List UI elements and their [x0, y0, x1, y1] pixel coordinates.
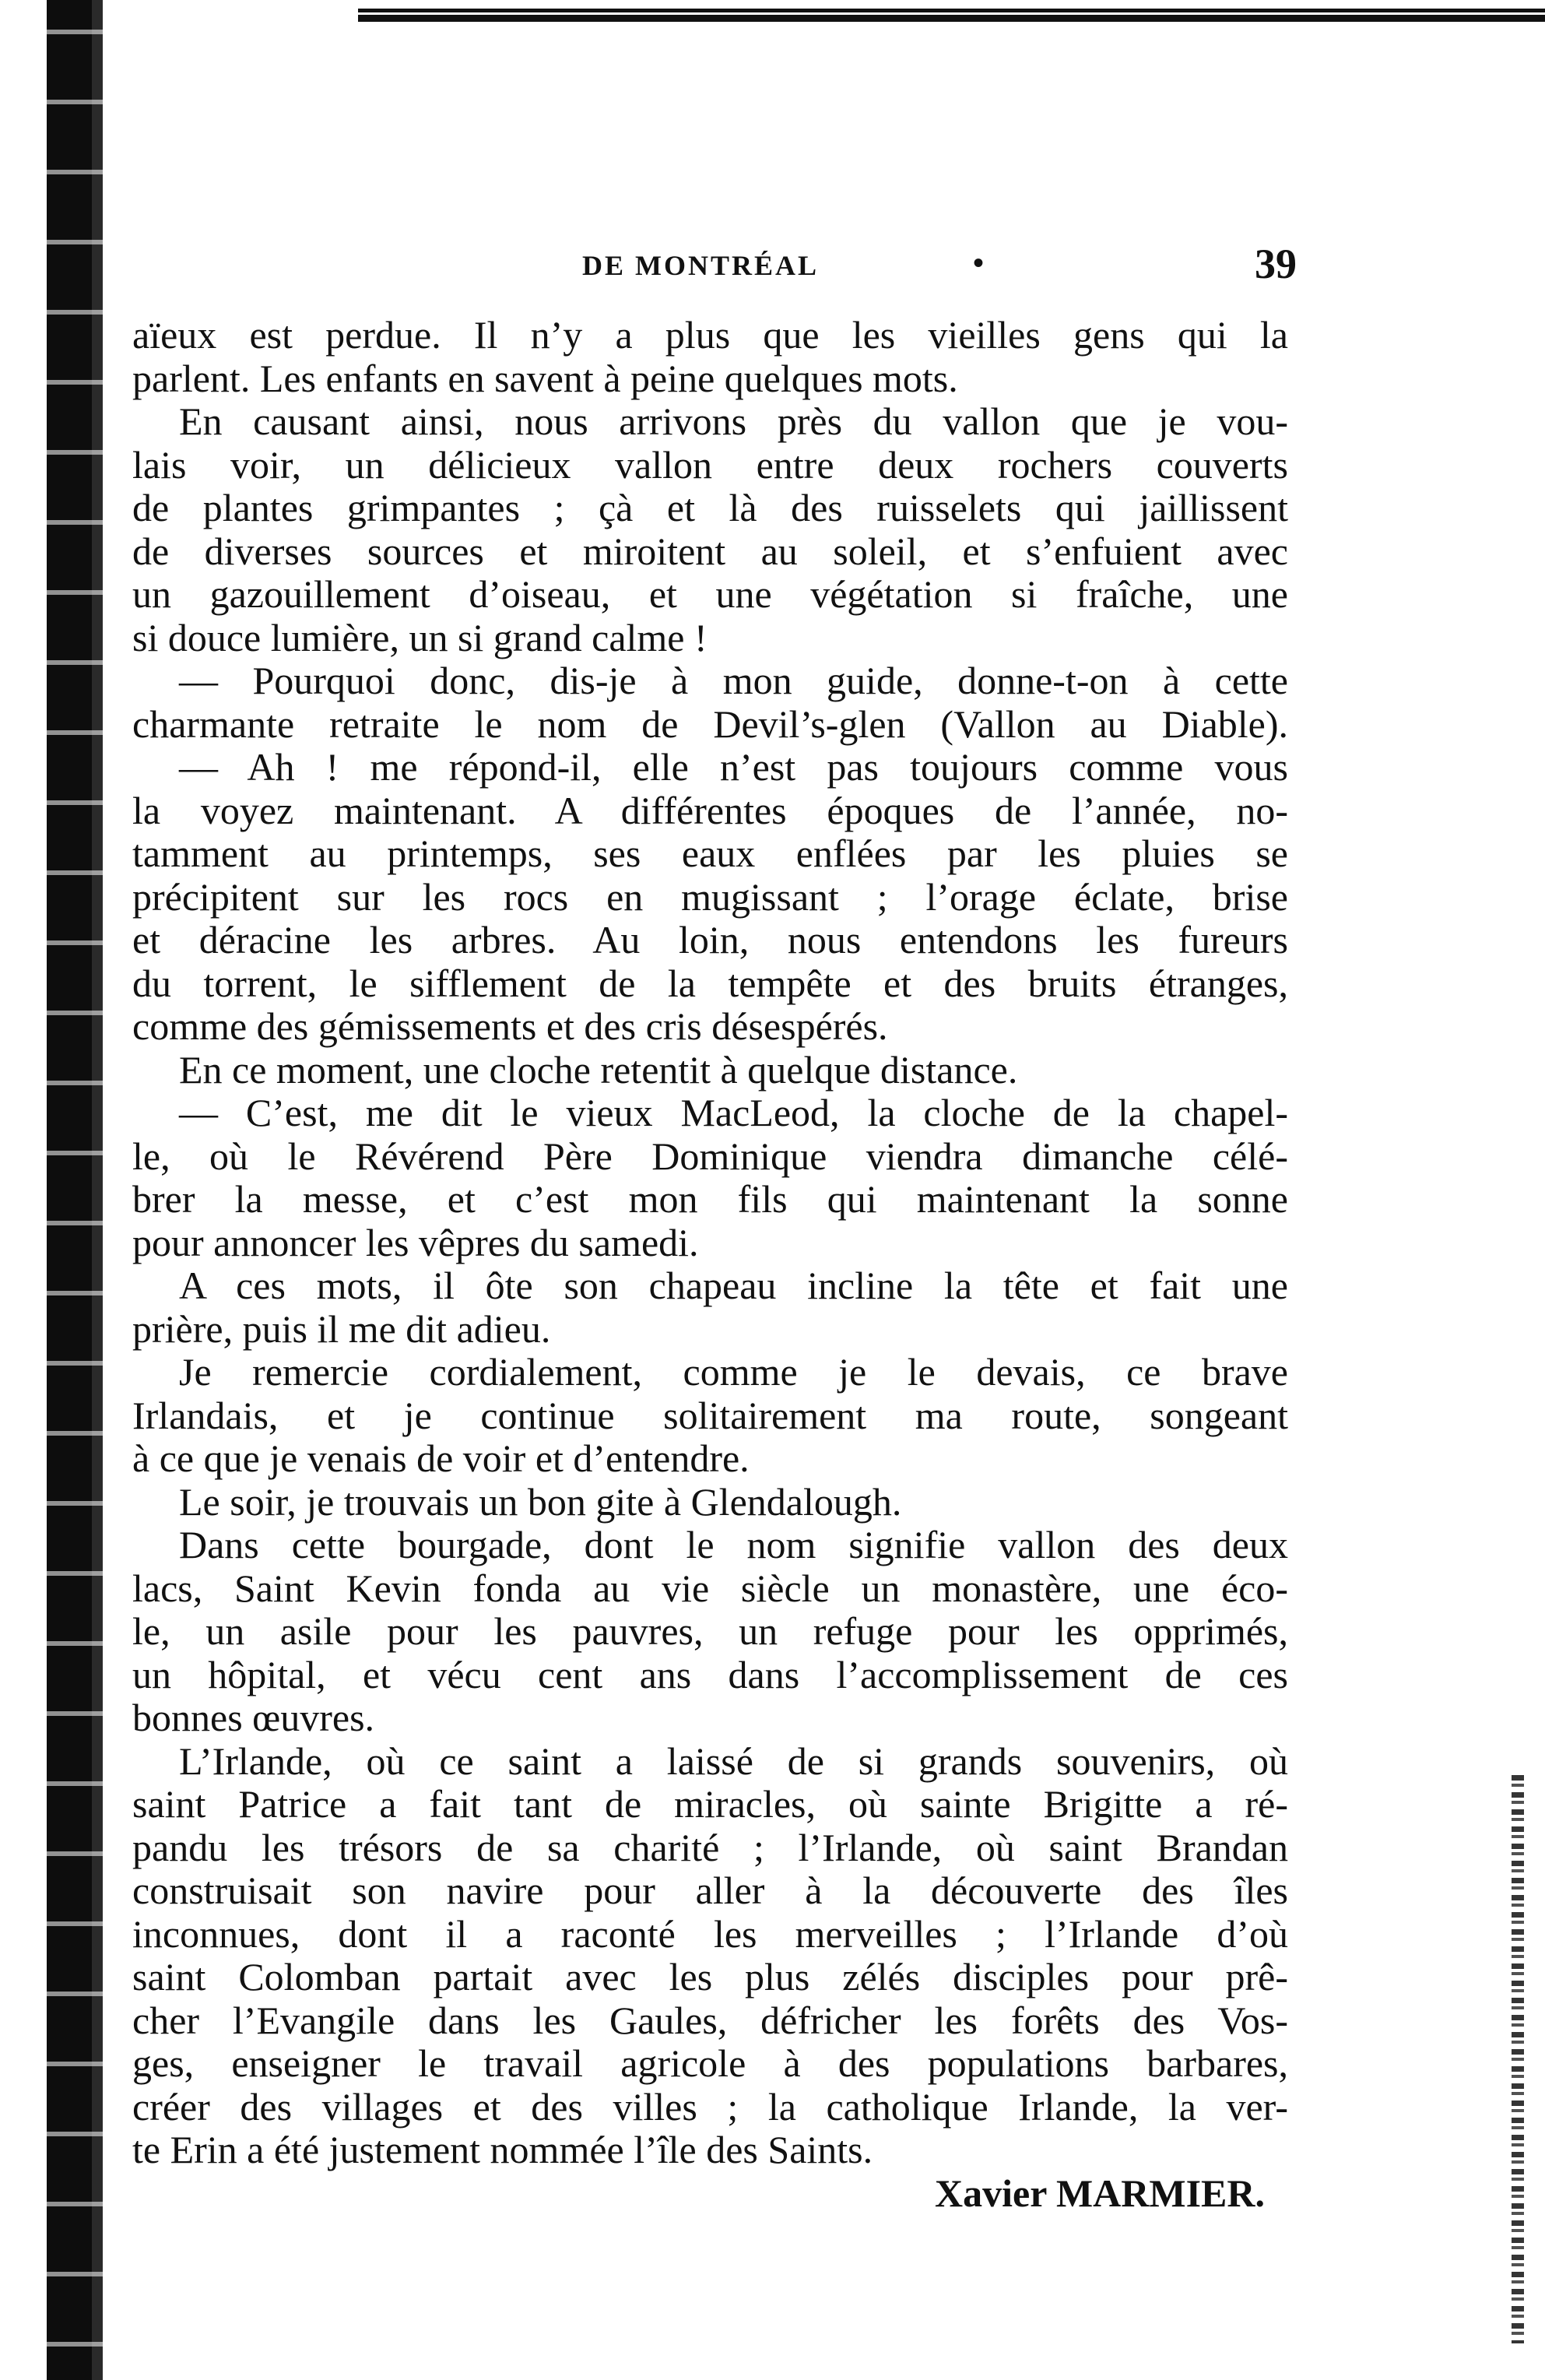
running-head-title: DE MONTRÉAL [582, 250, 820, 281]
page-number: 39 [1255, 241, 1297, 287]
text-line: cher l’Evangile dans les Gaules, défricher les forêts des Vos- [132, 1998, 1288, 2042]
text-line: En ce moment, une cloche retentit à quelque distance. [179, 1047, 1018, 1092]
text-line: te Erin a été justement nommée l’île des Saints. [132, 2128, 873, 2171]
text-line: prière, puis il me dit adieu. [132, 1306, 551, 1351]
text-line: un hôpital, et vécu cent ans dans l’accomplissement de ces [132, 1652, 1288, 1696]
text-line: Irlandais, et je continue solitairement ma route, songeant [132, 1393, 1288, 1437]
text-line: A ces mots, il ôte son chapeau incline la tête et fait une [179, 1264, 1288, 1307]
text-line: parlent. Les enfants en savent à peine quelques mots. [132, 356, 958, 400]
text-line: du torrent, le sifflement de la tempête et des bruits étranges, [132, 961, 1288, 1005]
text-line: bonnes œuvres. [132, 1696, 375, 1739]
right-edge-speckle [1512, 1775, 1524, 2343]
text-line: L’Irlande, où ce saint a laissé de si grands souvenirs, où [179, 1738, 1288, 1783]
text-line: — Ah ! me répond-il, elle n’est pas toujours comme vous [179, 745, 1288, 789]
text-line: pour annoncer les vêpres du samedi. [132, 1220, 699, 1264]
text-line: ges, enseigner le travail agricole à des populations barbares, [132, 2041, 1288, 2085]
text-line: la voyez maintenant. A différentes époques de l’année, no- [132, 788, 1288, 832]
text-line: Dans cette bourgade, dont le nom signifie vallon des deux [179, 1523, 1288, 1566]
text-line: En causant ainsi, nous arrivons près du vallon que je vou- [179, 399, 1288, 443]
text-line: si douce lumière, un si grand calme ! [132, 615, 708, 659]
text-line: tamment au printemps, ses eaux enflées par les pluies se [132, 831, 1288, 875]
text-line: saint Patrice a fait tant de miracles, où sainte Brigitte a ré- [132, 1782, 1288, 1826]
text-line: Je remercie cordialement, comme je le devais, ce brave [179, 1350, 1288, 1394]
text-line: et déracine les arbres. Au loin, nous entendons les fureurs [132, 918, 1288, 961]
text-line: précipitent sur les rocs en mugissant ; l’orage éclate, brise [132, 874, 1288, 919]
text-line: à ce que je venais de voir et d’entendre. [132, 1436, 750, 1480]
book-binding-edge [0, 0, 117, 2380]
text-line: le, où le Révérend Père Dominique viendra dimanche célé- [132, 1134, 1288, 1178]
text-line: de plantes grimpantes ; çà et là des ruisselets qui jaillissent [132, 486, 1288, 529]
text-line: pandu les trésors de sa charité ; l’Irlande, où saint Brandan [132, 1825, 1288, 1869]
text-line: — C’est, me dit le vieux MacLeod, la cloche de la chapel- [179, 1091, 1288, 1134]
text-line: Le soir, je trouvais un bon gite à Glendalough. [179, 1479, 902, 1524]
text-line: construisait son navire pour aller à la découverte des îles [132, 1868, 1288, 1912]
body-text [132, 314, 1288, 2215]
text-line: un gazouillement d’oiseau, et une végétation si fraîche, une [132, 572, 1288, 616]
text-line: brer la messe, et c’est mon fils qui maintenant la sonne [132, 1177, 1288, 1221]
text-line: aïeux est perdue. Il n’y a plus que les vieilles gens qui la [132, 313, 1288, 357]
text-line: créer des villages et des villes ; la catholique Irlande, la ver- [132, 2084, 1288, 2129]
text-line: lais voir, un délicieux vallon entre deux rochers couverts [132, 442, 1288, 487]
text-line: comme des gémissements et des cris désespérés. [132, 1004, 888, 1048]
text-line: inconnues, dont il a raconté les merveilles ; l’Irlande d’où [132, 1911, 1288, 1956]
text-line: saint Colomban partait avec les plus zélés disciples pour prê- [132, 1955, 1288, 1999]
text-line: lacs, Saint Kevin fonda au vie siècle un monastère, une éco- [132, 1566, 1288, 1610]
top-rule [358, 6, 1545, 22]
text-line: de diverses sources et miroitent au soleil, et s’enfuient avec [132, 529, 1288, 573]
text-line: le, un asile pour les pauvres, un refuge pour les opprimés, [132, 1609, 1288, 1653]
author-signature: Xavier MARMIER. [935, 2171, 1265, 2215]
running-head [0, 240, 1545, 294]
text-line: charmante retraite le nom de Devil’s-glen (Vallon au Diable). [132, 701, 1288, 746]
text-line: — Pourquoi donc, dis-je à mon guide, donne-t-on à cette [179, 659, 1288, 702]
running-head-dot: • [973, 245, 985, 280]
